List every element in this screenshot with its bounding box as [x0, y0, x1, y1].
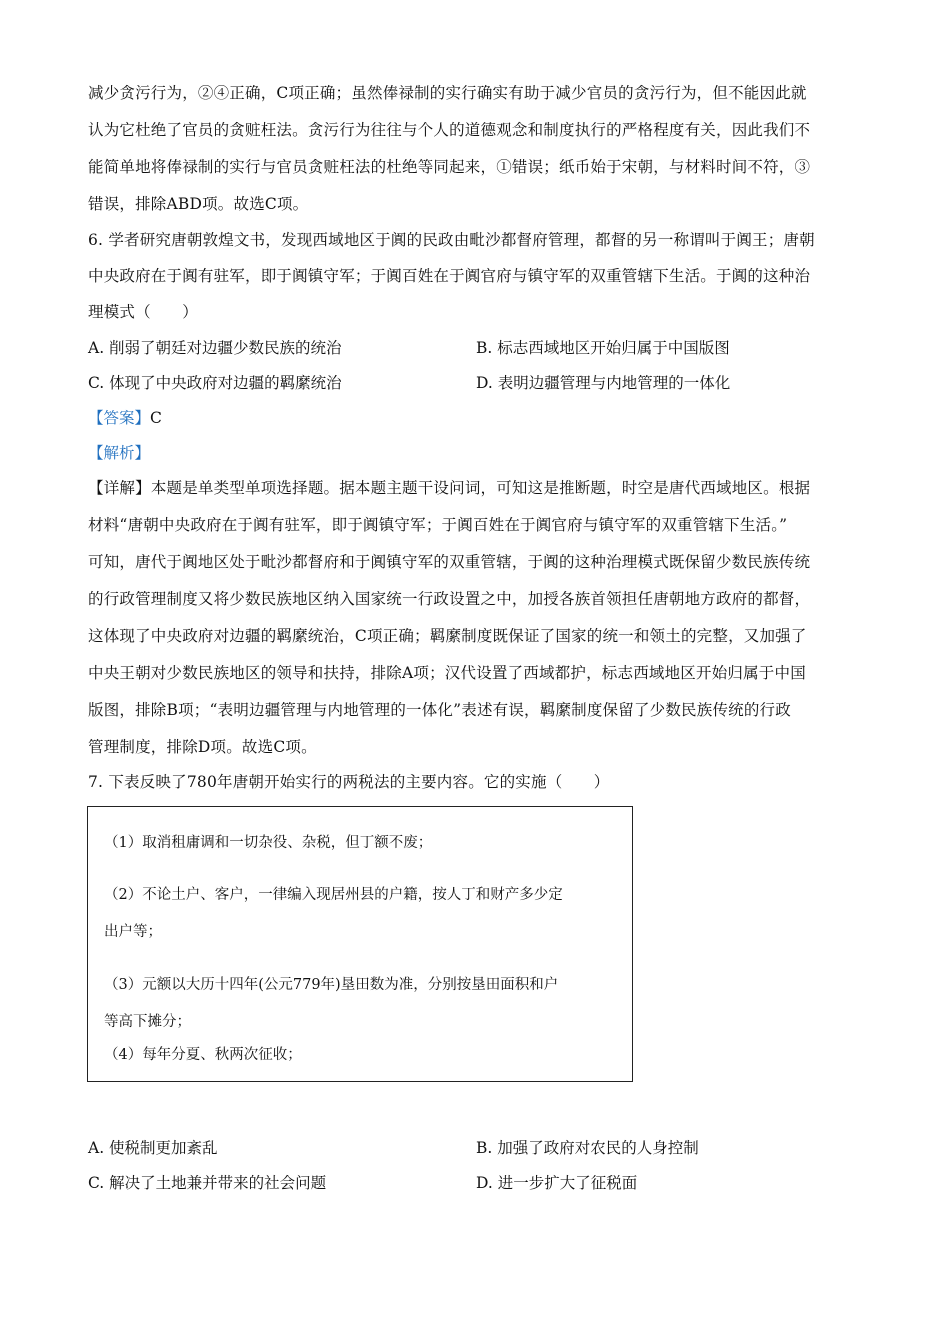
- table-line: （2）不论土户、客户，一律编入现居州县的户籍，按人丁和财产多少定: [104, 887, 563, 903]
- q6-detail-line: [88, 478, 868, 498]
- q6-detail-line: 管理制度，排除D项。故选C项。: [88, 738, 317, 756]
- q6-detail-line: 这体现了中央政府对边疆的羁縻统治，C项正确；羁縻制度既保证了国家的统一和领土的完整，又加强了: [88, 627, 807, 645]
- q7-option-b[interactable]: B. 加强了政府对农民的人身控制: [476, 1139, 699, 1157]
- q6-stem-line: 6. 学者研究唐朝敦煌文书，发现西域地区于阗的民政由毗沙都督府管理，都督的另一称谓叫于阗王；唐朝: [88, 231, 815, 249]
- q6-detail-line: 的行政管理制度又将少数民族地区纳入国家统一行政设置之中，加授各族首领担任唐朝地方政府的都督，: [88, 590, 811, 608]
- table-line: （4）每年分夏、秋两次征收；: [104, 1047, 302, 1063]
- q6-option-a[interactable]: A. 削弱了朝廷对边疆少数民族的统治: [88, 339, 342, 357]
- q7-content-table: [87, 806, 633, 1082]
- q6-stem-line: 中央政府在于阗有驻军，即于阗镇守军；于阗百姓在于阗官府与镇守军的双重管辖下生活。于阗的这种治: [88, 267, 811, 285]
- prev-explanation-line: 减少贪污行为，②④正确，C项正确；虽然俸禄制的实行确实有助于减少官员的贪污行为，但不能因此就: [88, 84, 807, 102]
- answer-label: 【答案】: [88, 409, 151, 427]
- q6-option-d[interactable]: D. 表明边疆管理与内地管理的一体化: [476, 374, 731, 392]
- q6-stem-line: 理模式（ ）: [88, 303, 198, 321]
- table-line: 出户等；: [104, 924, 162, 940]
- q6-answer: [88, 408, 162, 428]
- q7-option-d[interactable]: D. 进一步扩大了征税面: [476, 1174, 638, 1192]
- analysis-label: 【解析】: [88, 444, 151, 462]
- q7-option-a[interactable]: A. 使税制更加紊乱: [88, 1139, 218, 1157]
- prev-explanation-line: 能简单地将俸禄制的实行与官员贪赃枉法的杜绝等同起来，①错误；纸币始于宋朝，与材料时间不符，③: [88, 158, 811, 176]
- q6-detail-line: 可知，唐代于阗地区处于毗沙都督府和于阗镇守军的双重管辖，于阗的这种治理模式既保留少数民族传统: [88, 553, 811, 571]
- prev-explanation-line: 错误，排除ABD项。故选C项。: [88, 195, 309, 213]
- table-line: （1）取消租庸调和一切杂役、杂税，但丁额不废；: [104, 835, 433, 851]
- prev-explanation-line: 认为它杜绝了官员的贪赃枉法。贪污行为往往与个人的道德观念和制度执行的严格程度有关，因此我们不: [88, 121, 811, 139]
- detail-label: 【详解】: [88, 479, 151, 497]
- table-line: （3）元额以大历十四年(公元779年)垦田数为准，分别按垦田面积和户: [104, 977, 559, 993]
- table-line: 等高下摊分；: [104, 1014, 191, 1030]
- detail-text: 本题是单类型单项选择题。据本题主题干设问词，可知这是推断题，时空是唐代西域地区。根据: [150, 479, 811, 497]
- q6-option-b[interactable]: B. 标志西域地区开始归属于中国版图: [476, 339, 730, 357]
- q6-option-c[interactable]: C. 体现了中央政府对边疆的羁縻统治: [88, 374, 342, 392]
- q6-detail-line: 材料“唐朝中央政府在于阗有驻军，即于阗镇守军；于阗百姓在于阗官府与镇守军的双重管辖下生活。”: [88, 516, 788, 534]
- q6-detail-line: 版图，排除B项；“表明边疆管理与内地管理的一体化”表述有误，羁縻制度保留了少数民族传统的行政: [88, 701, 791, 719]
- q7-stem: 7. 下表反映了780年唐朝开始实行的两税法的主要内容。它的实施（ ）: [88, 773, 610, 791]
- q6-detail-line: 中央王朝对少数民族地区的领导和扶持，排除A项；汉代设置了西域都护，标志西域地区开始归属于中国: [88, 664, 806, 682]
- q7-option-c[interactable]: C. 解决了土地兼并带来的社会问题: [88, 1174, 327, 1192]
- answer-value: C: [150, 409, 162, 427]
